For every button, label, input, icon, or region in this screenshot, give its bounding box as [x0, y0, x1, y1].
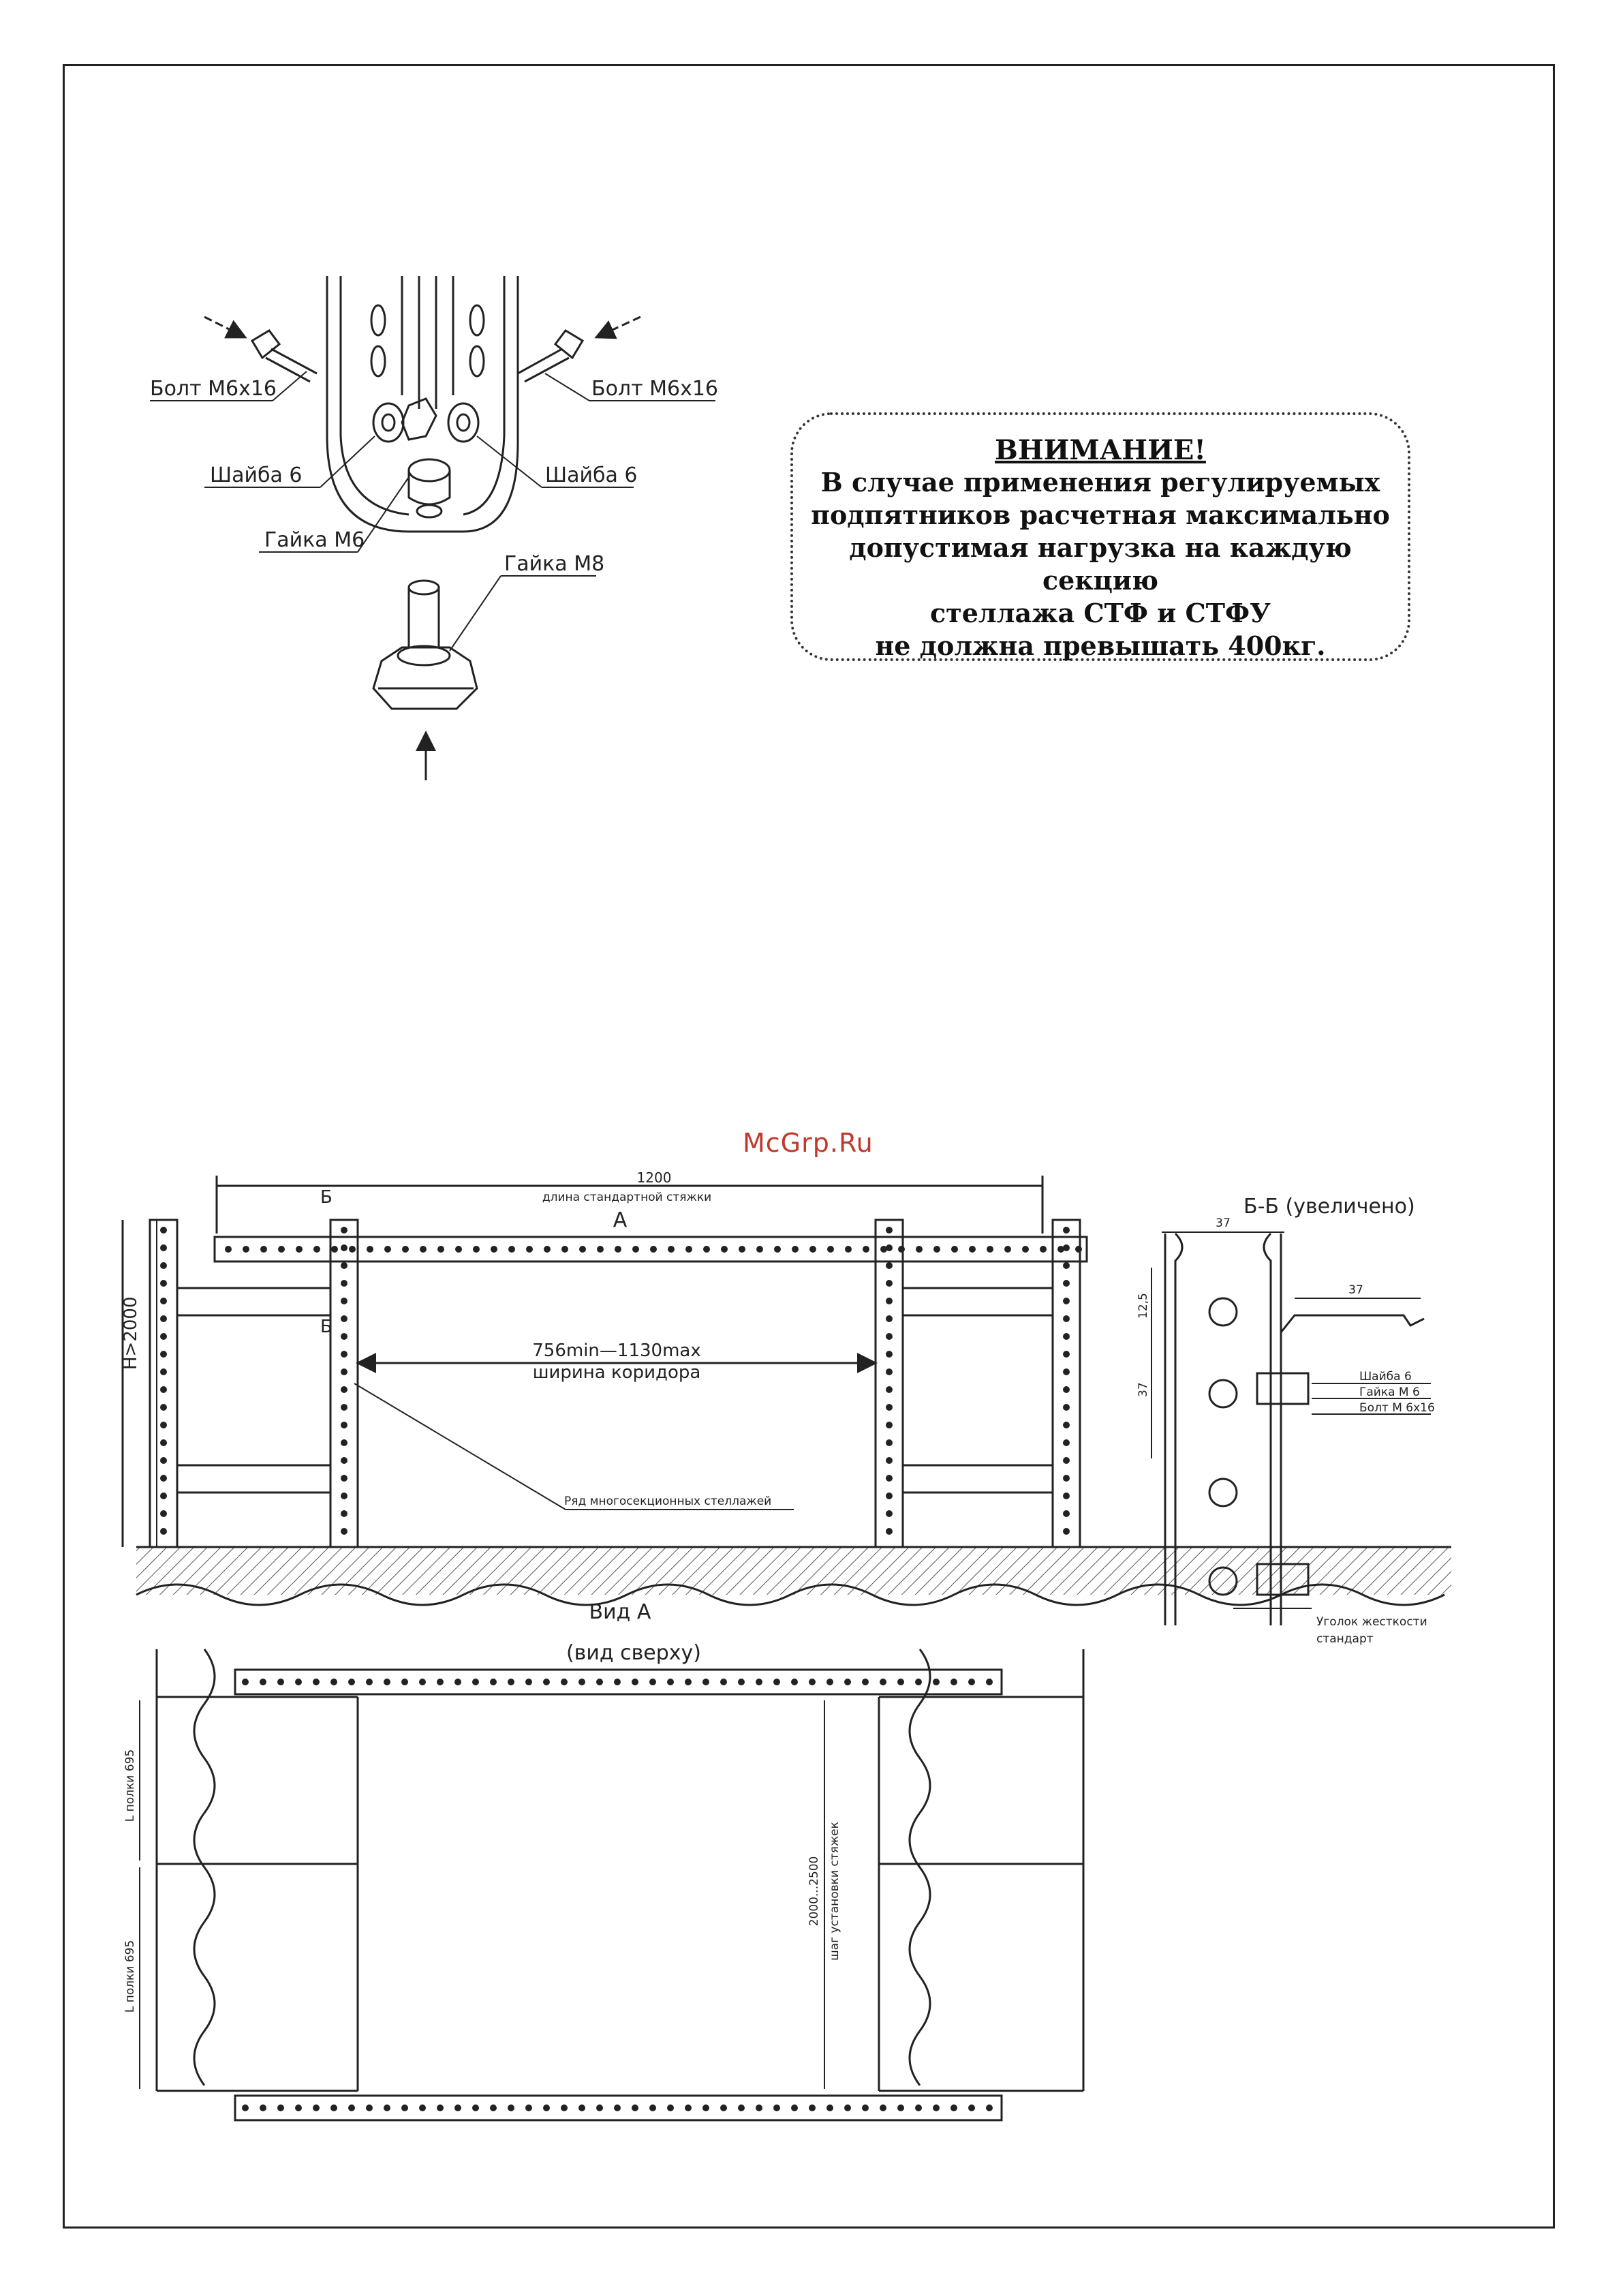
perforation-hole — [561, 1246, 568, 1253]
dim-37-right: 37 — [1348, 1283, 1363, 1297]
perforation-hole — [313, 2104, 320, 2111]
label-nut-m8: Гайка М8 — [504, 552, 605, 576]
perforation-hole — [897, 1679, 904, 1685]
perforation-hole — [987, 1246, 993, 1253]
perforation-hole — [160, 1439, 167, 1446]
perforation-hole — [703, 1246, 710, 1253]
perforation-hole — [791, 2104, 798, 2111]
top-view-figure — [140, 1649, 1083, 2120]
perforation-hole — [341, 1280, 347, 1287]
perforation-hole — [341, 1333, 347, 1340]
perforation-hole — [491, 1246, 497, 1253]
perforation-hole — [313, 1679, 320, 1685]
perforation-hole — [667, 2104, 674, 2111]
perforation-hole — [916, 1246, 923, 1253]
perforation-hole — [490, 2104, 497, 2111]
height-label: H>2000 — [121, 1296, 141, 1370]
perforation-hole — [880, 2104, 886, 2111]
perforation-hole — [341, 1315, 347, 1322]
perforation-hole — [243, 1246, 249, 1253]
perforation-hole — [402, 1246, 409, 1253]
perforation-hole — [160, 1528, 167, 1535]
perforation-hole — [685, 2104, 692, 2111]
perforation-hole — [845, 1246, 852, 1253]
perforation-hole — [886, 1351, 893, 1358]
perforation-hole — [160, 1368, 167, 1375]
perforation-hole — [597, 1246, 604, 1253]
perforation-hole — [160, 1298, 167, 1304]
pitch-caption: шаг установки стяжек — [828, 1822, 841, 1961]
perforation-hole — [473, 1246, 480, 1253]
view-mark-a: А — [613, 1208, 628, 1232]
perforation-hole — [525, 2104, 532, 2111]
perforation-hole — [160, 1333, 167, 1340]
perforation-hole — [933, 1679, 940, 1685]
perforation-hole — [160, 1422, 167, 1428]
perforation-hole — [649, 1679, 656, 1685]
perforation-hole — [1063, 1439, 1070, 1446]
perforation-hole — [826, 1679, 833, 1685]
corridor-dimension: 756min—1130max — [532, 1341, 701, 1361]
perforation-hole — [950, 1679, 957, 1685]
perforation-hole — [341, 1244, 347, 1251]
perforation-hole — [437, 1246, 444, 1253]
label-washer-right: Шайба 6 — [545, 463, 638, 487]
label-washer-left: Шайба 6 — [210, 463, 303, 487]
perforation-hole — [774, 1246, 781, 1253]
corridor-caption: ширина коридора — [532, 1362, 701, 1383]
perforation-hole — [455, 1246, 462, 1253]
perforation-hole — [160, 1227, 167, 1234]
perforation-hole — [160, 1280, 167, 1287]
perforation-hole — [160, 1262, 167, 1269]
perforation-hole — [384, 1246, 391, 1253]
perforation-hole — [295, 1679, 302, 1685]
perforation-hole — [738, 1679, 745, 1685]
perforation-hole — [738, 2104, 745, 2111]
perforation-hole — [543, 2104, 550, 2111]
perforation-hole — [756, 1679, 762, 1685]
perforation-hole — [349, 1246, 356, 1253]
perforation-hole — [526, 1246, 533, 1253]
perforation-hole — [596, 1679, 603, 1685]
watermark: McGrp.Ru — [743, 1128, 874, 1158]
perforation-hole — [886, 1298, 893, 1304]
foot-assembly-figure — [150, 276, 715, 780]
perforation-hole — [1063, 1227, 1070, 1234]
perforation-hole — [649, 2104, 656, 2111]
dim-1200: 1200 — [636, 1169, 672, 1186]
perforation-hole — [1040, 1246, 1047, 1253]
perforation-hole — [1063, 1368, 1070, 1375]
perforation-hole — [341, 1351, 347, 1358]
perforation-hole — [341, 1457, 347, 1464]
section-mark-bottom: Б — [320, 1317, 333, 1337]
perforation-hole — [792, 1246, 799, 1253]
perforation-hole — [341, 1475, 347, 1482]
perforation-hole — [880, 1246, 887, 1253]
perforation-hole — [278, 1246, 285, 1253]
perforation-hole — [341, 1439, 347, 1446]
perforation-hole — [933, 1246, 940, 1253]
perforation-hole — [543, 1679, 550, 1685]
perforation-hole — [420, 1246, 427, 1253]
perforation-hole — [1063, 1404, 1070, 1411]
perforation-hole — [260, 2104, 266, 2111]
perforation-hole — [341, 1422, 347, 1428]
perforation-hole — [886, 1510, 893, 1517]
perforation-hole — [1063, 1315, 1070, 1322]
perforation-hole — [260, 1679, 266, 1685]
perforation-hole — [561, 1679, 568, 1685]
perforation-hole — [886, 1280, 893, 1287]
perforation-hole — [702, 2104, 709, 2111]
perforation-hole — [1022, 1246, 1029, 1253]
perforation-hole — [968, 1679, 975, 1685]
perforation-hole — [791, 1679, 798, 1685]
perforation-hole — [341, 1386, 347, 1393]
perforation-hole — [508, 1679, 514, 1685]
dim-1200-caption: длина стандартной стяжки — [542, 1191, 712, 1204]
label-bolt-left: Болт М6х16 — [150, 377, 277, 401]
perforation-hole — [933, 2104, 940, 2111]
perforation-hole — [454, 1679, 461, 1685]
perforation-hole — [862, 2104, 869, 2111]
perforation-hole — [578, 1679, 585, 1685]
perforation-hole — [951, 1246, 958, 1253]
perforation-hole — [1075, 1246, 1082, 1253]
perforation-hole — [1063, 1528, 1070, 1535]
label-angle-1: Уголок жесткости — [1316, 1615, 1427, 1629]
perforation-hole — [886, 1315, 893, 1322]
perforation-hole — [968, 2104, 975, 2111]
perforation-hole — [863, 1246, 869, 1253]
perforation-hole — [295, 2104, 302, 2111]
perforation-hole — [702, 1679, 709, 1685]
perforation-hole — [756, 1246, 763, 1253]
perforation-hole — [668, 1246, 675, 1253]
perforation-hole — [160, 1493, 167, 1499]
perforation-hole — [366, 1679, 373, 1685]
perforation-hole — [330, 1679, 337, 1685]
perforation-hole — [508, 2104, 514, 2111]
label-bolt-right: Болт М6х16 — [591, 377, 719, 401]
label-washer: Шайба 6 — [1359, 1370, 1412, 1383]
perforation-hole — [160, 1475, 167, 1482]
perforation-hole — [862, 1679, 869, 1685]
perforation-hole — [650, 1246, 657, 1253]
perforation-hole — [886, 1457, 893, 1464]
perforation-hole — [525, 1679, 532, 1685]
perforation-hole — [160, 1315, 167, 1322]
section-mark-top: Б — [320, 1187, 333, 1208]
notice-line-5: не должна превышать 400кг. — [875, 630, 1326, 661]
perforation-hole — [367, 1246, 373, 1253]
perforation-hole — [809, 1679, 816, 1685]
perforation-hole — [721, 1246, 728, 1253]
perforation-hole — [614, 2104, 621, 2111]
perforation-hole — [160, 1351, 167, 1358]
perforation-hole — [341, 1227, 347, 1234]
perforation-hole — [277, 2104, 284, 2111]
perforation-hole — [330, 2104, 337, 2111]
perforation-hole — [614, 1679, 621, 1685]
perforation-hole — [160, 1386, 167, 1393]
perforation-hole — [739, 1246, 745, 1253]
perforation-hole — [341, 1262, 347, 1269]
perforation-hole — [773, 1679, 780, 1685]
perforation-hole — [437, 1679, 444, 1685]
perforation-hole — [915, 1679, 922, 1685]
perforation-hole — [615, 1246, 621, 1253]
perforation-hole — [1063, 1280, 1070, 1287]
perforation-hole — [886, 1262, 893, 1269]
perforation-hole — [720, 1679, 727, 1685]
perforation-hole — [886, 1493, 893, 1499]
perforation-hole — [886, 1439, 893, 1446]
perforation-hole — [366, 2104, 373, 2111]
perforation-hole — [632, 1679, 638, 1685]
perforation-hole — [341, 1368, 347, 1375]
perforation-hole — [720, 2104, 727, 2111]
perforation-hole — [490, 1679, 497, 1685]
perforation-hole — [260, 1246, 267, 1253]
perforation-hole — [296, 1246, 303, 1253]
perforation-hole — [969, 1246, 976, 1253]
perforation-hole — [561, 2104, 568, 2111]
dim-37-top: 37 — [1216, 1216, 1231, 1230]
perforation-hole — [886, 1422, 893, 1428]
perforation-hole — [384, 1679, 390, 1685]
shelf-length-lower: L полки 695 — [123, 1940, 137, 2013]
perforation-hole — [419, 2104, 426, 2111]
perforation-hole — [454, 2104, 461, 2111]
perforation-hole — [1063, 1351, 1070, 1358]
perforation-hole — [915, 2104, 922, 2111]
perforation-hole — [419, 1679, 426, 1685]
perforation-hole — [898, 1246, 905, 1253]
perforation-hole — [756, 2104, 762, 2111]
notice-line-1: В случае применения регулируемых — [820, 467, 1380, 498]
perforation-hole — [225, 1246, 232, 1253]
shelf-length-upper: L полки 695 — [123, 1749, 137, 1822]
perforation-hole — [348, 2104, 355, 2111]
notice-title: ВНИМАНИЕ! — [995, 434, 1206, 466]
perforation-hole — [437, 2104, 444, 2111]
dim-12-5: 12,5 — [1137, 1293, 1150, 1319]
perforation-hole — [632, 2104, 638, 2111]
perforation-hole — [348, 1679, 355, 1685]
perforation-hole — [632, 1246, 639, 1253]
perforation-hole — [472, 2104, 479, 2111]
perforation-hole — [341, 1510, 347, 1517]
section-title: Б-Б (увеличено) — [1243, 1195, 1415, 1219]
perforation-hole — [384, 2104, 390, 2111]
notice-line-3: допустимая нагрузка на каждую секцию — [849, 532, 1352, 596]
perforation-hole — [1063, 1333, 1070, 1340]
perforation-hole — [341, 1298, 347, 1304]
perforation-hole — [341, 1404, 347, 1411]
front-view-figure — [123, 1176, 1451, 1605]
perforation-hole — [886, 1333, 893, 1340]
perforation-hole — [685, 1679, 692, 1685]
perforation-hole — [160, 1510, 167, 1517]
perforation-hole — [844, 1679, 851, 1685]
perforation-hole — [1057, 1246, 1064, 1253]
perforation-hole — [401, 2104, 408, 2111]
perforation-hole — [579, 1246, 586, 1253]
perforation-hole — [1063, 1298, 1070, 1304]
perforation-hole — [341, 1528, 347, 1535]
perforation-hole — [160, 1244, 167, 1251]
perforation-hole — [160, 1457, 167, 1464]
perforation-hole — [886, 1386, 893, 1393]
label-bolt: Болт М 6х16 — [1359, 1401, 1435, 1415]
perforation-hole — [331, 1246, 338, 1253]
perforation-hole — [809, 2104, 816, 2111]
notice-line-4: стеллажа СТФ и СТФУ — [930, 598, 1271, 628]
perforation-hole — [1063, 1422, 1070, 1428]
perforation-hole — [578, 2104, 585, 2111]
perforation-hole — [986, 1679, 993, 1685]
pitch-value: 2000...2500 — [807, 1856, 821, 1927]
perforation-hole — [596, 2104, 603, 2111]
label-nut-m6: Гайка М6 — [264, 528, 365, 552]
notice-line-2: подпятников расчетная максимально — [811, 500, 1390, 530]
perforation-hole — [341, 1493, 347, 1499]
perforation-hole — [472, 1679, 479, 1685]
perforation-hole — [897, 2104, 904, 2111]
perforation-hole — [886, 1475, 893, 1482]
perforation-hole — [160, 1404, 167, 1411]
perforation-hole — [508, 1246, 515, 1253]
perforation-hole — [1063, 1457, 1070, 1464]
perforation-hole — [773, 2104, 780, 2111]
perforation-hole — [950, 2104, 957, 2111]
perforation-hole — [809, 1246, 816, 1253]
label-nut: Гайка М 6 — [1359, 1386, 1420, 1399]
perforation-hole — [986, 2104, 993, 2111]
perforation-hole — [242, 1679, 249, 1685]
top-view-subtitle: (вид сверху) — [566, 1641, 702, 1665]
perforation-hole — [277, 1679, 284, 1685]
perforation-hole — [886, 1227, 893, 1234]
dim-37-side: 37 — [1137, 1382, 1150, 1397]
perforation-hole — [1063, 1475, 1070, 1482]
perforation-hole — [667, 1679, 674, 1685]
perforation-hole — [844, 2104, 851, 2111]
perforation-hole — [1063, 1510, 1070, 1517]
perforation-hole — [401, 1679, 408, 1685]
perforation-hole — [1063, 1493, 1070, 1499]
perforation-hole — [880, 1679, 886, 1685]
top-view-title: Вид А — [589, 1600, 651, 1624]
perforation-hole — [544, 1246, 551, 1253]
perforation-hole — [1063, 1386, 1070, 1393]
perforation-hole — [242, 2104, 249, 2111]
perforation-hole — [685, 1246, 692, 1253]
perforation-hole — [886, 1528, 893, 1535]
perforation-hole — [886, 1404, 893, 1411]
perforation-hole — [827, 1246, 834, 1253]
row-label: Ряд многосекционных стеллажей — [564, 1495, 772, 1508]
perforation-hole — [1004, 1246, 1011, 1253]
perforation-hole — [886, 1368, 893, 1375]
perforation-hole — [313, 1246, 320, 1253]
label-angle-2: стандарт — [1316, 1632, 1374, 1646]
perforation-hole — [1063, 1262, 1070, 1269]
perforation-hole — [826, 2104, 833, 2111]
